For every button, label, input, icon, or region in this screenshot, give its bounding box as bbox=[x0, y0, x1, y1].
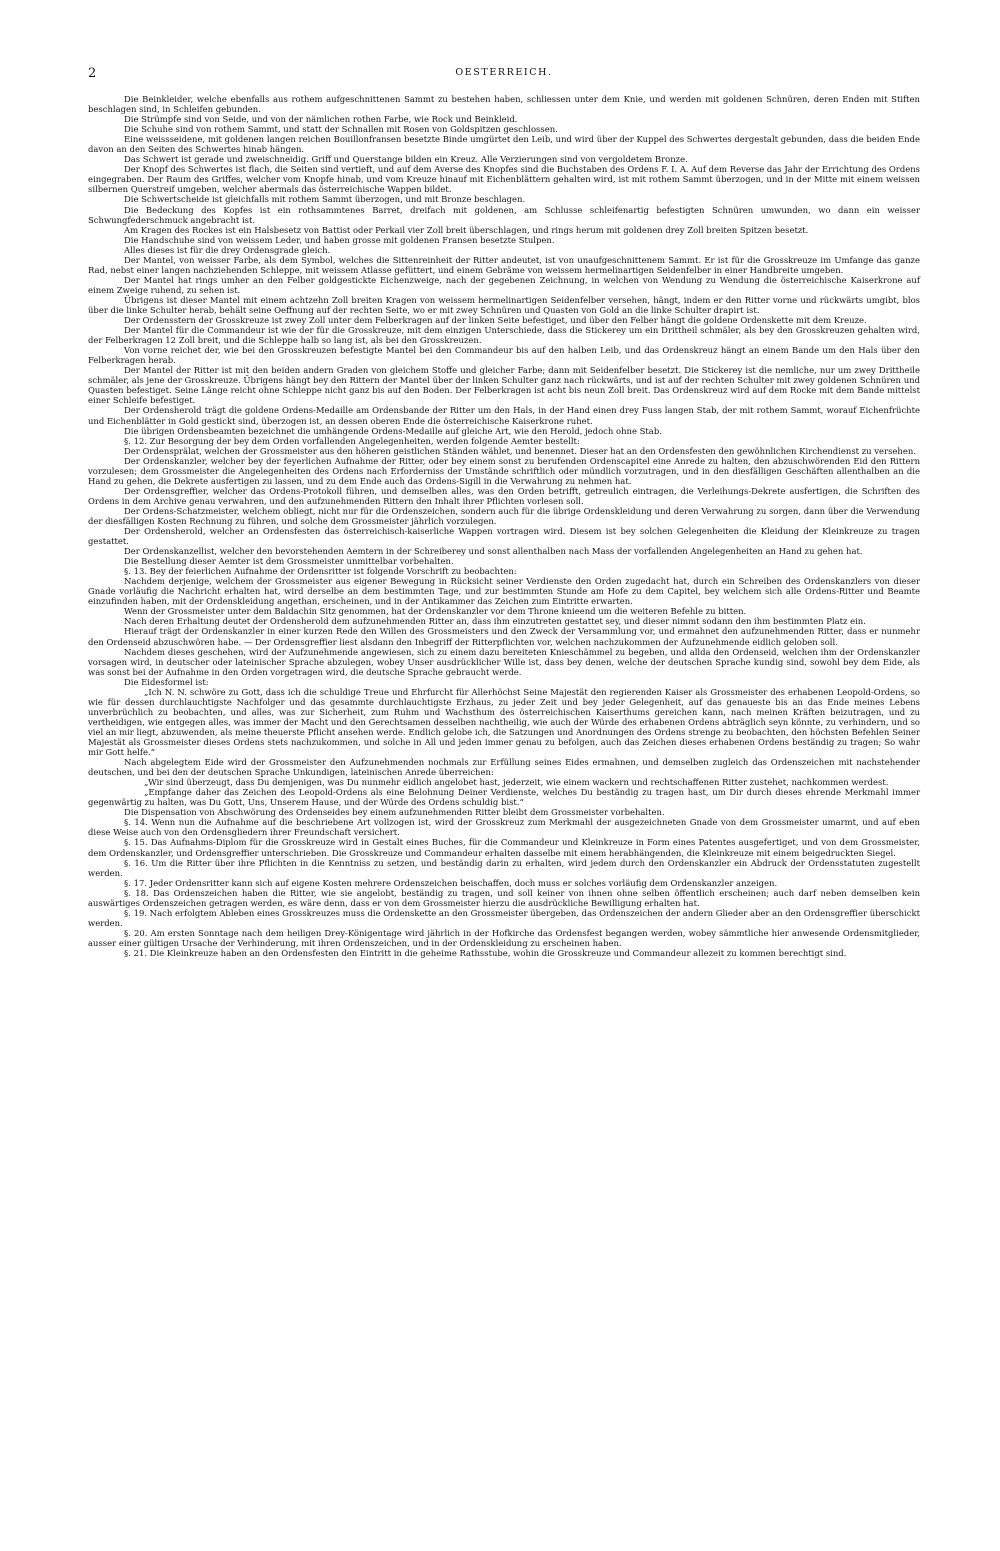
paragraph: Die Schwertscheide ist gleichfalls mit rothem Sammt überzogen, und mit Bronze beschlagen. bbox=[124, 194, 526, 205]
paragraph: Der Mantel hat rings umher an den Felber goldgestickte Eichenzweige, nach der gegebenen Zeichnung, in welchen von Wendung zu Wendung die österreichische Kaiserkrone auf einem Zweige ruhend, zu sehen ist. bbox=[88, 274, 920, 295]
paragraph: Die Schuhe sind von rothem Sammt, und statt der Schnallen mit Rosen von Goldspitzen geschlossen. bbox=[124, 124, 558, 135]
page-header bbox=[88, 66, 920, 84]
paragraph: Der Ordenskanzler, welcher bey der feyerlichen Aufnahme der Ritter, oder bey einem sonst zu berufenden Ordenscapitel eine Anrede zu halten, den abzuschwörenden Eid den Rittern vorzulesen; dem Grossmeister die Angelegenheiten des Ordens nach Erforderniss der Umstände schriftlich oder mündlich vorzutragen, und in den diesfälligen Geschäften allenthalben an die Hand zu gehen, die Dekrete ausfertigen zu lassen, und zu dem Ende auch das Ordens-Sigill in die Verwahrung zu nehmen hat. bbox=[88, 455, 920, 486]
paragraph: Der Mantel, von weisser Farbe, als dem Symbol, welches die Sittenreinheit der Ritter andeutet, ist von unaufgeschnittenem Sammt. Er ist für die Grosskreuze im Umfange das ganze Rad, nebst einer langen nachziehenden Schleppe, mit weissem Atlasse gefüttert, und einem Gebräme von weissem hermelinartigen Seidenfelber in einer Handbreite umgeben. bbox=[88, 254, 920, 275]
oath-formula bbox=[88, 687, 920, 757]
paragraph: „Ich N. N. schwöre zu Gott, dass ich die schuldige Treue und Ehrfurcht für Allerhöchst Seine Majestät den regierenden Kaiser als Grossmeister des erhabenen Leopold-Ordens, so wie für dessen durchlauchtigste Nachfolger und das gesammte durchlauchtigste Erzhaus, zu jeder Zeit und bey jeder Gelegenheit, auf das genaueste bis an das Ende meines Lebens unverbrüchlich zu beobachten, und alles, was zur Sicherheit, zum Ruhm und Wachsthum des österreichischen Kaiserthums gereichen kann, nach meinen Kräften beizutragen, und zu vertheidigen, wie entgegen alles, was immer der Macht und den Gerechtsamen desselben nachtheilig, wie auch der Würde des erhabenen Ordens abträglich seyn könnte, zu verhindern, und so viel an mir liegt, abzuwenden, als meine theuerste Pflicht ansehen werde. Endlich gelobe ich, die Satzungen und Anordnungen des Ordens strenge zu beobachten, den höchsten Befehlen Seiner Majestät als Grossmeister dieses Ordens stets nachzukommen, und solche in All und jeden immer genau zu befolgen, auch das Zeichen dieses erhabenen Ordens beständig zu tragen; So wahr mir Gott helfe.“ bbox=[88, 686, 920, 758]
paragraph: Hierauf trägt der Ordenskanzler in einer kurzen Rede den Willen des Grossmeisters und den Zweck der Versammlung vor, und ermahnet den aufzunehmenden Ritter, dass er nunmehr den Ordenseid abzuschwören habe. — Der Ordensgreffier liest alsdann den Inbegriff der Ritterpflichten vor, welchen nachzukommen der Aufzunehmende eidlich geloben soll. bbox=[88, 626, 920, 647]
paragraph: „Wir sind überzeugt, dass Du demjenigen, was Du nunmehr eidlich angelobet hast, jederzeit, wie einem wackern und rechtschaffenen Ritter zustehet, nachkommen werdest. bbox=[144, 777, 889, 788]
paragraph: §. 18. Das Ordenszeichen haben die Ritter, wie sie angelobt, beständig zu tragen, und soll keiner von ihnen ohne selben öffentlich erscheinen; auch darf neben demselben kein auswärtiges Ordenszeichen getragen werden, es wäre denn, dass er von dem Grossmeister hierzu die ausdrückliche Bewilligung erhalten hat. bbox=[88, 887, 920, 908]
body-text bbox=[88, 94, 920, 958]
paragraph: Der Mantel der Ritter ist mit den beiden andern Graden von gleichem Stoffe und gleicher Farbe; dann mit Seidenfelber besetzt. Die Stickerey ist die nemliche, nur um zwey Drittheile schmäler, als jene der Grosskreuze. Übrigens hängt bey den Rittern der Mantel über der linken Schulter ganz nach rückwärts, und ist auf der rechten Schulter mit zwey goldenen Schnüren und Quasten befestiget. Seine Länge reicht ohne Schleppe nicht ganz bis auf den Boden. Der Felberkragen ist acht bis neun Zoll breit. Das Ordenskreuz wird auf dem Rocke mit dem Bande mittelst einer Schleife befestiget. bbox=[88, 365, 920, 406]
paragraph: §. 17. Jeder Ordensritter kann sich auf eigene Kosten mehrere Ordenszeichen beischaffen, doch muss er solches vorläufig dem Ordenskanzler anzeigen. bbox=[124, 877, 778, 888]
address-quotes bbox=[88, 777, 920, 807]
paragraph: Von vorne reichet der, wie bei den Grosskreuzen befestigte Mantel bei den Commandeur bis auf den halben Leib, und das Ordenskreuz hängt an einem Bande um den Hals über den Felberkragen herab. bbox=[88, 345, 920, 366]
paragraph: Das Schwert ist gerade und zweischneidig. Griff und Querstange bilden ein Kreuz. Alle Verzierungen sind von vergoldetem Bronze. bbox=[124, 154, 688, 165]
page-number: 2 bbox=[88, 66, 97, 81]
closing-paragraphs bbox=[88, 807, 920, 958]
paragraph: Der Knopf des Schwertes ist flach, die Seiten sind vertieft, und auf dem Averse des Knopfes sind die Buchstaben des Ordens F. I. A. Auf dem Reverse das Jahr der Errichtung des Ordens eingegraben. Der Raum des Griffes, welcher vom Knopfe hinab, und vom Kreuze hinauf mit Eichenblättern gehalten wird, ist mit rothem Sammt überzogen, und in der Mitte mit einem weissen silbernen Querstreif umgeben, welcher abermals das österreichische Wappen bildet. bbox=[88, 164, 920, 195]
paragraph: §. 12. Zur Besorgung der bey dem Orden vorfallenden Angelegenheiten, werden folgende Aemter bestellt: bbox=[124, 435, 580, 446]
paragraph: §. 21. Die Kleinkreuze haben an den Ordensfesten den Eintritt in die geheime Rathsstube, wohin die Grosskreuze und Commandeur allezeit zu kommen berechtigt sind. bbox=[124, 947, 847, 958]
paragraph: Der Mantel für die Commandeur ist wie der für die Grosskreuze, mit dem einzigen Unterschiede, dass die Stickerey um ein Drittheil schmäler, als bey den Grosskreuzen gehalten wird, der Felberkragen 12 Zoll breit, und die Schleppe halb so lang ist, als bei den Grosskreuzen. bbox=[88, 325, 920, 346]
paragraph: Der Ordensherold, welcher an Ordensfesten das österreichisch-kaiserliche Wappen vortragen wird. Diesem ist bey solchen Gelegenheiten die Kleidung der Kleinkreuze zu tragen gestattet. bbox=[88, 526, 920, 547]
paragraph: Nach deren Erhaltung deutet der Ordensherold dem aufzunehmenden Ritter an, dass ihm einzutreten gestattet sey, und dieser nimmt sodann den ihm bestimmten Platz ein. bbox=[124, 616, 866, 627]
paragraph: Der Ordensgreffier, welcher das Ordens-Protokoll führen, und demselben alles, was den Orden betrifft, getreulich eintragen, die Verleihungs-Dekrete ausfertigen, die Schriften des Ordens in dem Archive genau verwahren, und den aufzunehmenden Rittern den Inhalt ihrer Pflichten vorlesen soll. bbox=[88, 485, 920, 506]
running-head: OESTERREICH. bbox=[455, 67, 553, 78]
paragraph: Der Ordensherold trägt die goldene Ordens-Medaille am Ordensbande der Ritter um den Hals, in der Hand einen drey Fuss langen Stab, der mit rothem Sammt, worauf Eichenfrüchte und Eichenblätter in Gold gestickt sind, überzogen ist, an dessen oberen Ende die österreichische Kaiserkrone ruhet. bbox=[88, 405, 920, 426]
paragraph: Am Kragen des Rockes ist ein Halsbesetz von Battist oder Perkail vier Zoll breit überschlagen, und rings herum mit goldenen drey Zoll breiten Spitzen besetzt. bbox=[124, 224, 809, 235]
paragraph: §. 14. Wenn nun die Aufnahme auf die beschriebene Art vollzogen ist, wird der Grosskreuz zum Merkmahl der ausgezeichneten Gnade von dem Grossmeister umarmt, und auf eben diese Weise auch von den Ordensgliedern ihrer Freundschaft versichert. bbox=[88, 817, 920, 838]
paragraph: §. 20. Am ersten Sonntage nach dem heiligen Drey-Königentage wird jährlich in der Hofkirche das Ordensfest begangen werden, wobey sämmtliche hier anwesende Ordensmitglieder, ausser einer gültigen Ursache der Verhinderung, mit ihren Ordenszeichen, und in der Ordenskleidung zu erscheinen haben. bbox=[88, 927, 920, 948]
paragraph: Übrigens ist dieser Mantel mit einem achtzehn Zoll breiten Kragen von weissem hermelinartigen Seidenfelber versehen, hängt, indem er den Ritter vorne und rückwärts umgibt, blos über die linke Schulter herab, behält seine Oeffnung auf der rechten Seite, wo er mit zwey Schnüren und Quasten von Gold an die linke Schulter drapirt ist. bbox=[88, 294, 920, 315]
paragraph: Nachdem dieses geschehen, wird der Aufzunehmende angewiesen, sich zu einem dazu bereiteten Knieschämmel zu begeben, und allda den Ordenseid, welchen ihm der Ordenskanzler vorsagen wird, in deutscher oder lateinischer Sprache abzulegen, wobey Unser ausdrücklicher Wille ist, dass bey denen, welche der deutschen Sprache kundig sind, sowohl bey dem Eide, als was sonst bei der Aufnahme in den Orden vorgetragen wird, die deutsche Sprache gebraucht werde. bbox=[88, 646, 920, 677]
paragraph: „Empfange daher das Zeichen des Leopold-Ordens als eine Belohnung Deiner Verdienste, welches Du beständig zu tragen hast, um Dir durch dieses ehrende Merkmahl immer gegenwärtig zu halten, was Du Gott, Uns, Unserem Hause, und der Würde des Ordens schuldig bist.“ bbox=[88, 787, 920, 808]
paragraph: Der Ordensprälat, welchen der Grossmeister aus den höheren geistlichen Ständen wählet, und benennet. Dieser hat an den Ordensfesten den gewöhnlichen Kirchendienst zu versehen. bbox=[124, 445, 916, 456]
paragraph: Die übrigen Ordensbeamten bezeichnet die umhängende Ordens-Medaille auf gleiche Art, wie den Herold, jedoch ohne Stab. bbox=[124, 425, 662, 436]
paragraph: Eine weissseidene, mit goldenen langen reichen Bouillonfransen besetzte Binde umgürtet den Leib, und wird über der Kuppel des Schwertes dergestalt gebunden, dass die beiden Ende davon an den Seiten des Schwertes hinab hängen. bbox=[88, 134, 920, 155]
paragraph: Die Handschuhe sind von weissem Leder, und haben grosse mit goldenen Fransen besetzte Stulpen. bbox=[124, 234, 555, 245]
paragraph: Nachdem derjenige, welchem der Grossmeister aus eigener Bewegung in Rücksicht seiner Verdienste den Orden zugedacht hat, durch ein Schreiben des Ordenskanzlers von dieser Gnade vorläufig die Nachricht erhalten hat, wird derselbe an dem bestimmten Tage, und zur bestimmten Stunde am Hofe zu dem Capitel, bey welchem sich alle Ordens-Ritter und Beamte einzufinden haben, mit der Ordenskleidung angethan, erscheinen, und in der Antikammer das Zeichen zum Eintritte erwarten. bbox=[88, 576, 920, 607]
paragraph-after-oath: Nach abgelegtem Eide wird der Grossmeister den Aufzunehmenden nochmals zur Erfüllung seines Eides ermahnen, und demselben zugleich das Ordenszeichen mit nachstehender deutschen, und bei den der deutschen Sprache Unkundigen, lateinischen Anrede überreichen: bbox=[88, 757, 920, 778]
paragraph: §. 16. Um die Ritter über ihre Pflichten in die Kenntniss zu setzen, und beständig darin zu erhalten, wird jedem durch den Ordenskanzler ein Abdruck der Ordensstatuten zugestellt werden. bbox=[88, 857, 920, 878]
paragraph: Der Ordenskanzellist, welcher den bevorstehenden Aemtern in der Schreiberey und sonst allenthalben nach Mass der vorfallenden Angelegenheiten an Hand zu gehen hat. bbox=[124, 546, 863, 557]
paragraph: §. 19. Nach erfolgtem Ableben eines Grosskreuzes muss die Ordenskette an den Grossmeister übergeben, das Ordenszeichen der andern Glieder aber an den Ordensgreffier überschickt werden. bbox=[88, 907, 920, 928]
paragraph: Die Strümpfe sind von Seide, und von der nämlichen rothen Farbe, wie Rock und Beinkleid. bbox=[124, 114, 518, 125]
main-paragraphs bbox=[88, 94, 920, 687]
paragraph: Der Ordens-Schatzmeister, welchem obliegt, nicht nur für die Ordenszeichen, sondern auch für die übrige Ordenskleidung und deren Verwahrung zu sorgen, dann über die Verwendung der diesfälligen Kosten Rechnung zu führen, und solche dem Grossmeister jährlich vorzulegen. bbox=[88, 505, 920, 526]
paragraph: Die Dispensation von Abschwörung des Ordenseides bey einem aufzunehmenden Ritter bleibt dem Grossmeister vorbehalten. bbox=[124, 807, 665, 818]
paragraph: Die Beinkleider, welche ebenfalls aus rothem aufgeschnittenen Sammt zu bestehen haben, schliessen unter dem Knie, und werden mit goldenen Schnüren, deren Enden mit Stiften beschlagen sind, in Schleifen gebunden. bbox=[88, 94, 920, 115]
paragraph: Die Bedeckung des Kopfes ist ein rothsammtenes Barret, dreifach mit goldenen, am Schlusse schleifenartig befestigten Schnüren umwunden, wo dann ein weisser Schwungfederschmuck angebracht ist. bbox=[88, 204, 920, 225]
paragraph: Wenn der Grossmeister unter dem Baldachin Sitz genommen, hat der Ordenskanzler vor dem Throne knieend um die weiteren Befehle zu bitten. bbox=[124, 606, 747, 617]
paragraph: Die Bestellung dieser Aemter ist dem Grossmeister unmittelbar vorbehalten. bbox=[124, 556, 454, 567]
paragraph: Der Ordensstern der Grosskreuze ist zwey Zoll unter dem Felberkragen auf der linken Seite befestiget, und über den Felber hängt die goldene Ordenskette mit dem Kreuze. bbox=[124, 315, 867, 326]
paragraph: Alles dieses ist für die drey Ordensgrade gleich. bbox=[124, 244, 331, 255]
paragraph: §. 13. Bey der feierlichen Aufnahme der Ordensritter ist folgende Vorschrift zu beobachten: bbox=[124, 566, 517, 577]
paragraph: Die Eidesformel ist: bbox=[124, 676, 209, 687]
paragraph: §. 15. Das Aufnahms-Diplom für die Grosskreuze wird in Gestalt eines Buches, für die Commandeur und Kleinkreuze in Form eines Patentes ausgefertiget, und von dem Grossmeister, dem Ordenskanzler, und Ordensgreffier unterschrieben. Die Grosskreuze und Commandeur erhalten dasselbe mit einem herabhängenden, die Kleinkreuze mit einem beigedruckten Siegel. bbox=[88, 837, 920, 858]
